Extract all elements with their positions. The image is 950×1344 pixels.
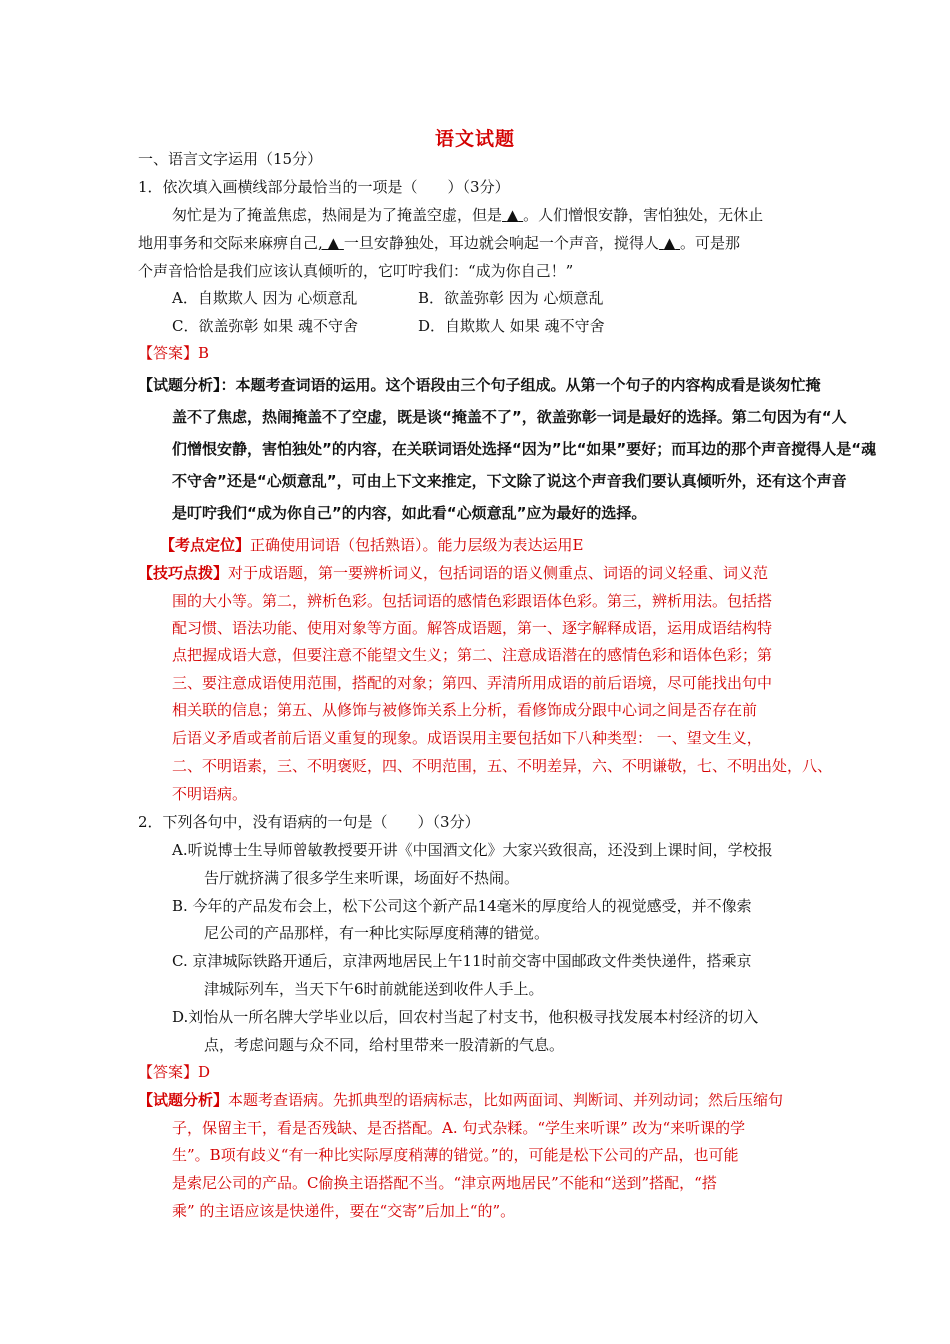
analysis-2-line-3: 生”。B项有歧义“有一种比实际厚度稍薄的错觉。”的，可能是松下公司的产品，也可能 xyxy=(172,1146,739,1164)
analysis-1-line-4: 不守舍”还是“心烦意乱”，可由上下文来推定，下文除了说这个声音我们要认真倾听外，还有这个声音 xyxy=(172,472,847,490)
analysis-1-line-5: 是叮咛我们“成为你自己”的内容，如此看“心烦意乱”应为最好的选择。 xyxy=(172,504,647,522)
analysis-text: ：本题考查词语的运用。这个语段由三个句子组成。从第一个句子的内容构成看是谈匆忙掩 xyxy=(220,376,821,394)
jiqiao-line-2: 围的大小等。第二，辨析色彩。包括词语的感情色彩跟语体色彩。第三，辨析用法。包括搭 xyxy=(172,592,773,610)
passage-text: 地用事务和交际来麻痹自己 xyxy=(138,234,319,252)
analysis-2-line-1 xyxy=(138,1089,783,1111)
jiqiao-line-7: 后语义矛盾或者前后语义重复的现象。成语误用主要包括如下八种类型： 一、望文生义， xyxy=(172,729,762,747)
q2-option-b-line-2: 尼公司的产品那样，有一种比实际厚度稍薄的错觉。 xyxy=(204,924,550,942)
passage-text: 。人们憎恨安静，害怕独处，无休止 xyxy=(523,206,764,224)
blank-1: ▲ xyxy=(506,206,519,224)
passage-text: 一旦安静独处，耳边就会响起一个声音，搅得人 xyxy=(343,234,659,252)
option-a: A．自欺欺人 因为 心烦意乱 xyxy=(172,289,358,307)
passage-text: 匆忙是为了掩盖焦虑，热闹是为了掩盖空虚，但是 xyxy=(172,206,503,224)
jiqiao-line-1 xyxy=(138,562,768,584)
q2-option-a-line-2: 告厅就挤满了很多学生来听课，场面好不热闹。 xyxy=(204,869,520,887)
question-1-passage-line-1 xyxy=(172,204,763,226)
analysis-1-line-1 xyxy=(138,374,821,396)
option-b: B．欲盖弥彰 因为 心烦意乱 xyxy=(418,289,604,307)
q2-option-c-line-1: C. 京津城际铁路开通后，京津两地居民上午11时前交寄中国邮政文件类快递件，搭乘京 xyxy=(172,952,752,970)
jiqiao-line-3: 配习惯、语法功能、使用对象等方面。解答成语题，第一、逐字解释成语，运用成语结构特 xyxy=(172,619,773,637)
answer-2: 【答案】D xyxy=(138,1063,211,1081)
page-title: 语文试题 xyxy=(434,128,515,150)
jiqiao-text: 对于成语题，第一要辨析词义，包括词语的语义侧重点、词语的词义轻重、词义范 xyxy=(228,564,769,582)
analysis-2-line-5: 乘” 的主语应该是快递件，要在“交寄”后加上“的”。 xyxy=(172,1202,516,1220)
analysis-2-text: 本题考查语病。先抓典型的语病标志，比如两面词、判断词、并列动词；然后压缩句 xyxy=(228,1091,784,1109)
section-heading: 一、语言文字运用（15分） xyxy=(138,150,323,168)
question-1-passage-line-2 xyxy=(138,232,740,254)
passage-text: 。可是那 xyxy=(680,234,741,252)
analysis-2-line-4: 是索尼公司的产品。C偷换主语搭配不当。“津京两地居民”不能和“送到”搭配，“搭 xyxy=(172,1174,717,1192)
option-d: D．自欺欺人 如果 魂不守舍 xyxy=(418,317,605,335)
analysis-2-line-2: 子，保留主干，看是否残缺、是否搭配。A. 句式杂糅。“学生来听课” 改为“来听课的学 xyxy=(172,1119,746,1137)
q2-option-d-line-1: D.刘怡从一所名牌大学毕业以后，回农村当起了村支书，他积极寻找发展本村经济的切入 xyxy=(172,1008,759,1026)
q2-option-d-line-2: 点，考虑问题与众不同，给村里带来一股清新的气息。 xyxy=(204,1036,565,1054)
analysis-1-line-2: 盖不了焦虑，热闹掩盖不了空虚，既是谈“掩盖不了”，欲盖弥彰一词是最好的选择。第二句因为有“人 xyxy=(172,408,847,426)
jiqiao-line-5: 三、要注意成语使用范围，搭配的对象；第四、弄清所用成语的前后语境，尽可能找出句中 xyxy=(172,674,773,692)
analysis-label: 【试题分析】 xyxy=(138,376,221,394)
q2-option-b-line-1: B. 今年的产品发布会上，松下公司这个新产品14毫米的厚度给人的视觉感受，并不像索 xyxy=(172,897,752,915)
analysis-2-label: 【试题分析】 xyxy=(138,1091,229,1109)
blank-2: , ▲ xyxy=(318,234,340,252)
jiqiao-line-6: 相关联的信息；第五、从修饰与被修饰关系上分析，看修饰成分跟中心词之间是否存在前 xyxy=(172,701,758,719)
jiqiao-line-9: 不明语病。 xyxy=(172,785,248,803)
kaodian-1 xyxy=(160,534,583,556)
jiqiao-line-8: 二、不明语素，三、不明褒贬，四、不明范围，五、不明差异，六、不明谦敬，七、不明出处，八、 xyxy=(172,757,833,775)
kaodian-text: 正确使用词语（包括熟语）。能力层级为表达运用E xyxy=(250,536,584,554)
jiqiao-label: 【技巧点拨】 xyxy=(138,564,229,582)
blank-3: ▲ xyxy=(663,234,676,252)
q2-option-a-line-1: A.听说博士生导师曾敏教授要开讲《中国酒文化》大家兴致很高，还没到上课时间，学校报 xyxy=(172,841,773,859)
question-1-stem: 1．依次填入画横线部分最恰当的一项是（ ）（3分） xyxy=(138,178,510,196)
option-c: C．欲盖弥彰 如果 魂不守舍 xyxy=(172,317,359,335)
jiqiao-line-4: 点把握成语大意，但要注意不能望文生义；第二、注意成语潜在的感情色彩和语体色彩；第 xyxy=(172,646,773,664)
question-2-stem: 2．下列各句中，没有语病的一句是（ ）（3分） xyxy=(138,813,480,831)
analysis-1-line-3: 们憎恨安静，害怕独处”的内容，在关联词语处选择“因为”比“如果”要好；而耳边的那个声音搅得人是“魂 xyxy=(172,440,877,458)
answer-1: 【答案】B xyxy=(138,344,210,362)
kaodian-label: 【考点定位】 xyxy=(160,536,251,554)
q2-option-c-line-2: 津城际列车，当天下午6时前就能送到收件人手上。 xyxy=(204,980,544,998)
question-1-passage-line-3: 个声音恰恰是我们应该认真倾听的，它叮咛我们：“成为你自己！” xyxy=(138,262,574,280)
